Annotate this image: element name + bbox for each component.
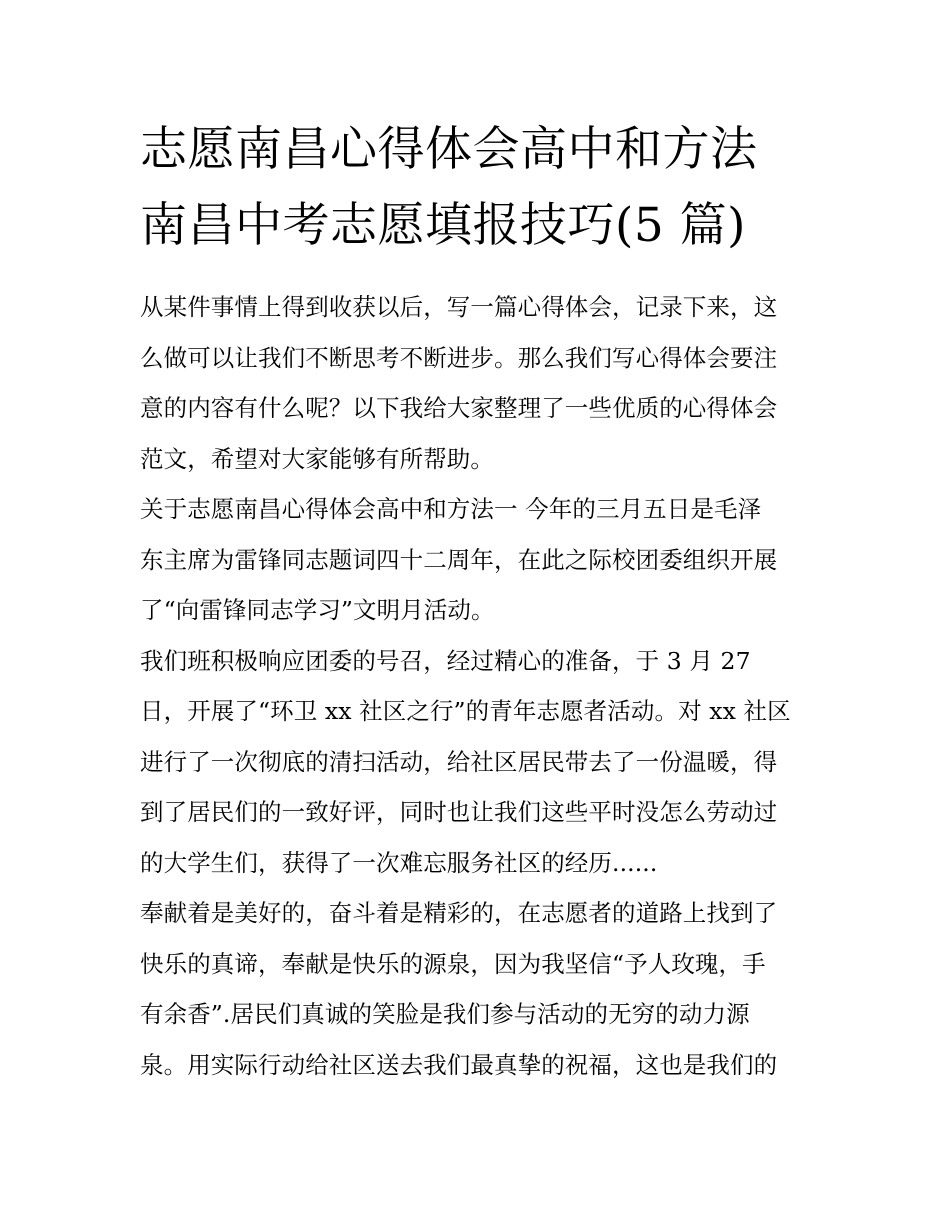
- body-line: 从某件事情上得到收获以后，写一篇心得体会，记录下来，这: [140, 293, 778, 321]
- body-line: 我们班积极响应团委的号召，经过精心的准备，于 3 月 27: [140, 646, 751, 675]
- body-line: 意的内容有什么呢？以下我给大家整理了一些优质的心得体会: [140, 394, 778, 422]
- body-line: 奉献着是美好的，奋斗着是精彩的，在志愿者的道路上找到了: [140, 899, 778, 927]
- body-line: 的大学生们，获得了一次难忘服务社区的经历......: [140, 848, 658, 877]
- document-title: [140, 112, 830, 264]
- body-line: 进行了一次彻底的清扫活动，给社区居民带去了一份温暖，得: [140, 747, 778, 776]
- body-line: 范文，希望对大家能够有所帮助。: [140, 444, 494, 473]
- body-line: 到了居民们的一致好评，同时也让我们这些平时没怎么劳动过: [140, 798, 778, 826]
- body-line: 有余香”.居民们真诚的笑脸是我们参与活动的无穷的动力源: [140, 1000, 750, 1028]
- body-line: 东主席为雷锋同志题词四十二周年，在此之际校团委组织开展: [140, 545, 778, 574]
- body-line: 日，开展了“环卫 xx 社区之行”的青年志愿者活动。对 xx 社区: [140, 697, 791, 725]
- body-line: 么做可以让我们不断思考不断进步。那么我们写心得体会要注: [140, 343, 778, 372]
- body-line: 泉。用实际行动给社区送去我们最真挚的祝福，这也是我们的: [140, 1050, 778, 1079]
- body-line: 关于志愿南昌心得体会高中和方法一 今年的三月五日是毛泽: [140, 495, 762, 523]
- document-body: [140, 282, 820, 1090]
- title-line: 志愿南昌心得体会高中和方法: [140, 122, 758, 177]
- body-line: 快乐的真谛，奉献是快乐的源泉，因为我坚信“予人玫瑰，手: [140, 949, 766, 978]
- title-line: 南昌中考志愿填报技巧(5 篇): [140, 198, 747, 253]
- body-line: 了“向雷锋同志学习”文明月活动。: [140, 596, 495, 624]
